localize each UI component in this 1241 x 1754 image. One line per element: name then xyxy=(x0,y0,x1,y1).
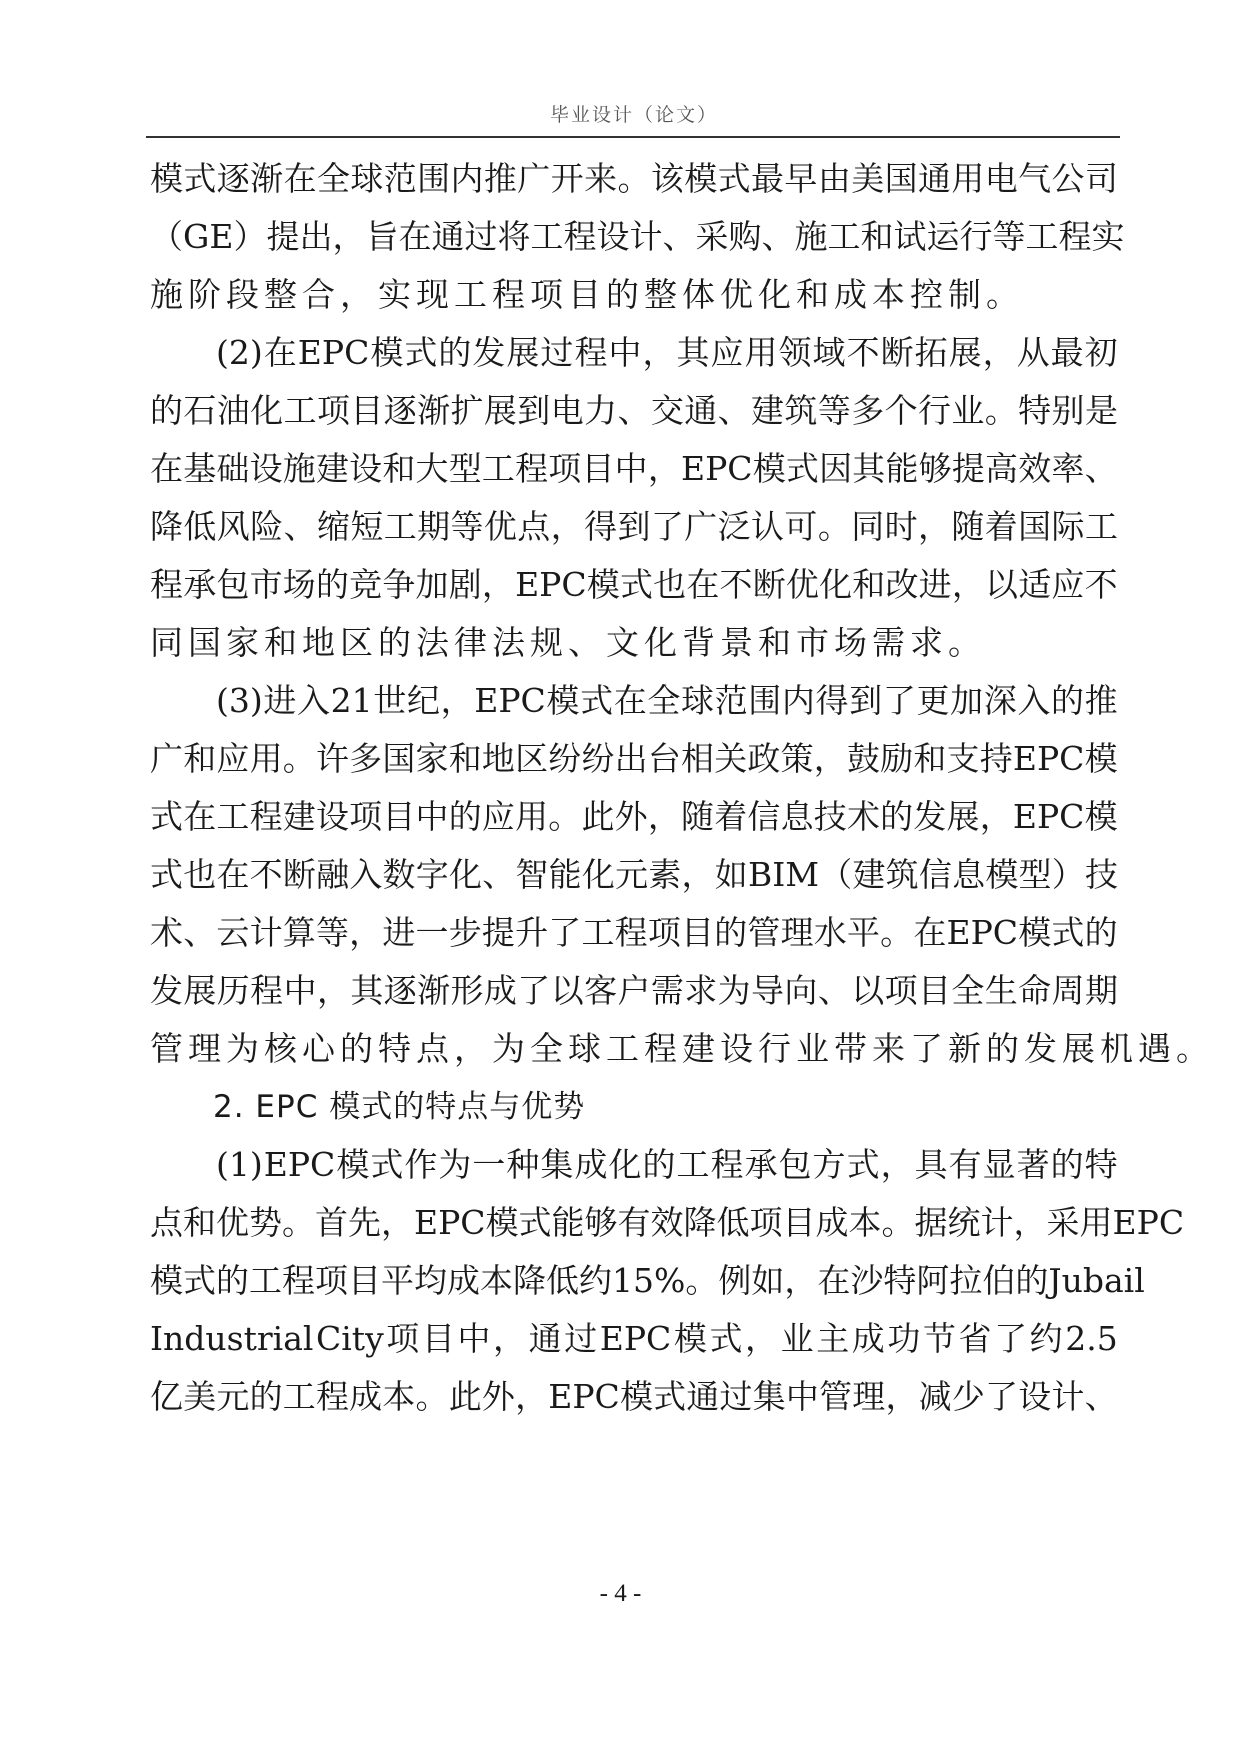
document-body xyxy=(150,150,1214,1426)
text-line: Industrial City 项 目 中 ， 通 过 EPC 模 式 ， 业 主 成 功 节 省 了 约 2.5 xyxy=(150,1319,1118,1358)
page-number: - 4 - xyxy=(599,1580,642,1607)
text-line: 亿 美 元 的 工 程 成 本 。 此 外 ， EPC 模 式 通 过 集 中 管 理 ， 减 少 了 设 计 、 xyxy=(150,1377,1118,1416)
document-header: 毕业设计（论文） xyxy=(549,104,718,126)
text-line: 模 式 逐 渐 在 全 球 范 围 内 推 广 开 来 。 该 模 式 最 早 由 美 国 通 用 电 气 公 司 xyxy=(150,159,1118,198)
text-line: 模 式 的 工 程 项 目 平 均 成 本 降 低 约 15% 。 例 如 ， 在 沙 特 阿 拉 伯 的 Jubail xyxy=(150,1261,1145,1300)
text-line: 式 在 工 程 建 设 项 目 中 的 应 用 。 此 外 ， 随 着 信 息 技 术 的 发 展 ， EPC 模 xyxy=(150,797,1118,836)
header-divider xyxy=(146,136,1120,138)
text-line: 术 、 云 计 算 等 ， 进 一 步 提 升 了 工 程 项 目 的 管 理 水 平 。 在 EPC 模 式 的 xyxy=(150,913,1118,952)
text-line: 同国家和地区的法律法规、文化背景和市场需求。 xyxy=(150,623,986,662)
text-line: 降 低 风 险 、 缩 短 工 期 等 优 点 ， 得 到 了 广 泛 认 可 。 同 时 ， 随 着 国 际 工 xyxy=(150,507,1118,546)
text-line: 式 也 在 不 断 融 入 数 字 化 、 智 能 化 元 素 ， 如 BIM （ 建 筑 信 息 模 型 ） 技 xyxy=(150,855,1118,894)
text-line: 在 基 础 设 施 建 设 和 大 型 工 程 项 目 中 ， EPC 模 式 因 其 能 够 提 高 效 率 、 xyxy=(150,449,1118,488)
text-line: 施阶段整合，实现工程项目的整体优化和成本控制。 xyxy=(150,275,1024,314)
paragraph-start: (2) 在 EPC 模 式 的 发 展 过 程 中 ， 其 应 用 领 域 不 断 拓 展 ， 从 最 初 xyxy=(216,333,1118,372)
text-line: 广 和 应 用 。 许 多 国 家 和 地 区 纷 纷 出 台 相 关 政 策 ， 鼓 励 和 支 持 EPC 模 xyxy=(150,739,1118,778)
paragraph-start: (3) 进 入 21 世 纪 ， EPC 模 式 在 全 球 范 围 内 得 到 了 更 加 深 入 的 推 xyxy=(216,681,1118,720)
paragraph-start: (1) EPC 模 式 作 为 一 种 集 成 化 的 工 程 承 包 方 式 ， 具 有 显 著 的 特 xyxy=(216,1145,1118,1184)
text-line: （ GE ） 提 出 ， 旨 在 通 过 将 工 程 设 计 、 采 购 、 施 工 和 试 运 行 等 工 程 实 xyxy=(150,217,1125,256)
text-line: 点 和 优 势 。 首 先 ， EPC 模 式 能 够 有 效 降 低 项 目 成 本 。 据 统 计 ， 采 用 EPC xyxy=(150,1203,1185,1242)
text-line: 发 展 历 程 中 ， 其 逐 渐 形 成 了 以 客 户 需 求 为 导 向 、 以 项 目 全 生 命 周 期 xyxy=(150,971,1118,1010)
text-line: 程 承 包 市 场 的 竞 争 加 剧 ， EPC 模 式 也 在 不 断 优 化 和 改 进 ， 以 适 应 不 xyxy=(150,565,1118,604)
section-heading: 2. EPC 模式的特点与优势 xyxy=(213,1089,586,1125)
text-line: 管理为核心的特点，为全球工程建设行业带来了新的发展机遇。 xyxy=(150,1029,1214,1068)
text-line: 的 石 油 化 工 项 目 逐 渐 扩 展 到 电 力 、 交 通 、 建 筑 等 多 个 行 业 。 特 别 是 xyxy=(150,391,1118,430)
